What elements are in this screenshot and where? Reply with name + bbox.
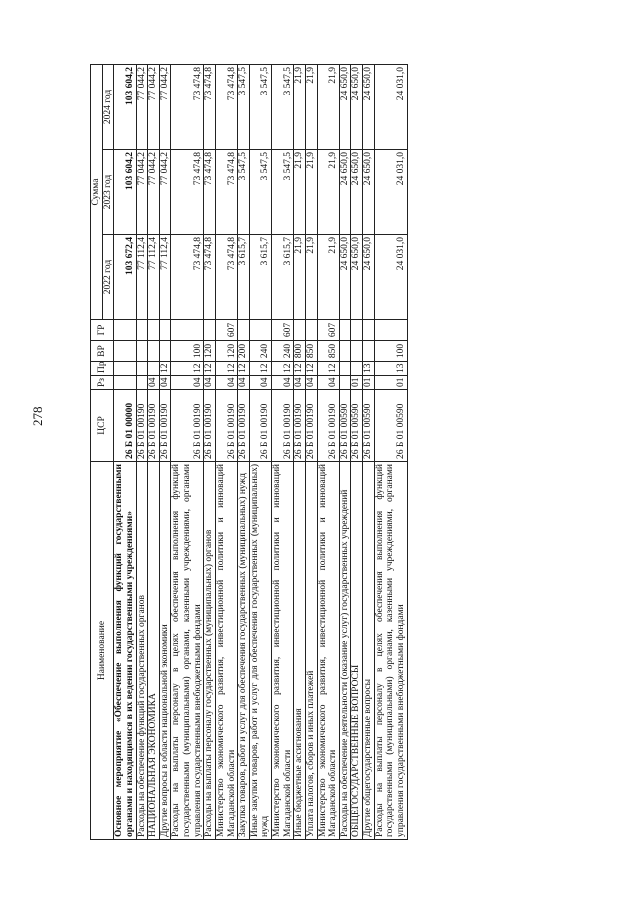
header-rz: Рз — [91, 376, 114, 390]
row-vr — [363, 341, 375, 362]
table-row — [114, 64, 136, 839]
row-value-2024: 77 044,2 — [159, 64, 171, 149]
header-2022: 2022 год — [102, 235, 114, 320]
row-value-2024: 73 474,8 — [204, 64, 216, 149]
row-gr — [305, 320, 317, 341]
row-name: НАЦИОНАЛЬНАЯ ЭКОНОМИКА — [148, 462, 160, 840]
row-value-2022: 77 112,4 — [148, 235, 160, 320]
header-sum: Сумма — [91, 64, 103, 319]
table-row — [215, 64, 237, 839]
row-value-2022: 77 112,4 — [136, 235, 148, 320]
row-csr: 26 Б 01 00190 — [249, 390, 271, 462]
row-rz: 04 — [159, 376, 171, 390]
row-value-2023: 3 547,5 — [272, 150, 294, 235]
row-csr: 26 Б 01 00590 — [374, 390, 407, 462]
row-gr — [339, 320, 351, 341]
row-pr: 12 — [305, 362, 317, 376]
row-rz: 04 — [215, 376, 237, 390]
row-vr: 850 — [305, 341, 317, 362]
row-name: Расходы на выплаты персоналу государственных (муниципальных) органов — [204, 462, 216, 840]
row-gr — [294, 320, 306, 341]
table-header — [91, 64, 114, 839]
row-pr: 12 — [249, 362, 271, 376]
row-csr: 26 Б 01 00190 — [159, 390, 171, 462]
row-name: Другие общегосударственные вопросы — [363, 462, 375, 840]
row-rz: 01 — [363, 376, 375, 390]
row-vr — [114, 341, 136, 362]
row-value-2022: 3 615,7 — [249, 235, 271, 320]
row-rz: 01 — [351, 376, 363, 390]
row-csr: 26 Б 01 00190 — [305, 390, 317, 462]
row-gr — [148, 320, 160, 341]
row-vr — [136, 341, 148, 362]
table-row — [171, 64, 204, 839]
row-rz: 04 — [249, 376, 271, 390]
row-value-2024: 3 547,5 — [272, 64, 294, 149]
row-name: Закупка товаров, работ и услуг для обеспечения государственных (муниципальных) нужд — [238, 462, 250, 840]
row-vr — [148, 341, 160, 362]
table-row — [204, 64, 216, 839]
row-value-2022: 24 650,0 — [351, 235, 363, 320]
row-csr: 26 Б 01 00190 — [215, 390, 237, 462]
row-vr: 200 — [238, 341, 250, 362]
table-row — [136, 64, 148, 839]
row-name: Министерство экономического развития, инвестиционной политики и инноваций Магаданской области — [215, 462, 237, 840]
row-value-2024: 103 604,2 — [114, 64, 136, 149]
page-number: 278 — [30, 406, 45, 426]
row-value-2024: 77 044,2 — [136, 64, 148, 149]
row-pr: 12 — [215, 362, 237, 376]
row-pr — [114, 362, 136, 376]
row-value-2022: 21,9 — [305, 235, 317, 320]
row-value-2024: 24 650,0 — [351, 64, 363, 149]
row-gr — [351, 320, 363, 341]
row-name: Уплата налогов, сборов и иных платежей — [305, 462, 317, 840]
row-value-2023: 73 474,8 — [171, 150, 204, 235]
row-vr: 120 — [215, 341, 237, 362]
row-vr: 240 — [249, 341, 271, 362]
row-csr: 26 Б 01 00190 — [294, 390, 306, 462]
row-gr — [114, 320, 136, 341]
row-rz: 04 — [294, 376, 306, 390]
row-value-2023: 103 604,2 — [114, 150, 136, 235]
row-value-2023: 3 547,5 — [249, 150, 271, 235]
row-rz: 04 — [148, 376, 160, 390]
row-value-2022: 3 615,7 — [272, 235, 294, 320]
row-name: Расходы на выплаты персоналу в целях обеспечения выполнения функций государственными (муниципальными) органами, казенными учреждениями, органами управления государственными внебюджетными фондами — [374, 462, 407, 840]
row-rz: 04 — [238, 376, 250, 390]
row-pr — [136, 362, 148, 376]
row-gr: 607 — [317, 320, 339, 341]
row-vr: 100 — [171, 341, 204, 362]
table-row — [148, 64, 160, 839]
row-value-2022: 24 031,0 — [374, 235, 407, 320]
row-rz: 01 — [374, 376, 407, 390]
rotated-page-content — [90, 65, 590, 840]
header-csr: ЦСР — [91, 390, 114, 462]
row-name: Расходы на обеспечение деятельности (оказание услуг) государственных учреждений — [339, 462, 351, 840]
row-gr — [171, 320, 204, 341]
row-csr: 26 Б 01 00000 — [114, 390, 136, 462]
row-rz — [136, 376, 148, 390]
table-row — [305, 64, 317, 839]
row-gr: 607 — [215, 320, 237, 341]
row-name: Иные закупки товаров, работ и услуг для обеспечения государственных (муниципальных) нужд — [249, 462, 271, 840]
row-gr — [238, 320, 250, 341]
row-csr: 26 Б 01 00190 — [238, 390, 250, 462]
row-value-2023: 73 474,8 — [215, 150, 237, 235]
row-pr: 12 — [159, 362, 171, 376]
row-value-2023: 21,9 — [305, 150, 317, 235]
row-csr: 26 Б 01 00590 — [363, 390, 375, 462]
row-value-2023: 21,9 — [294, 150, 306, 235]
row-gr — [374, 320, 407, 341]
row-gr — [249, 320, 271, 341]
row-gr: 607 — [272, 320, 294, 341]
row-value-2024: 73 474,8 — [171, 64, 204, 149]
row-vr: 800 — [294, 341, 306, 362]
table-row — [159, 64, 171, 839]
row-pr: 12 — [294, 362, 306, 376]
row-value-2022: 3 615,7 — [238, 235, 250, 320]
row-csr: 26 Б 01 00190 — [204, 390, 216, 462]
row-value-2022: 73 474,8 — [204, 235, 216, 320]
row-csr: 26 Б 01 00190 — [171, 390, 204, 462]
table-body — [114, 64, 407, 839]
row-value-2024: 73 474,8 — [215, 64, 237, 149]
row-name: Основное мероприятие «Обеспечение выполнения функций государственными органами и находящимися в их ведении государственными учреждениями» — [114, 462, 136, 840]
row-vr: 100 — [374, 341, 407, 362]
row-value-2024: 21,9 — [317, 64, 339, 149]
budget-table — [90, 64, 408, 840]
row-vr — [159, 341, 171, 362]
row-value-2023: 77 044,2 — [159, 150, 171, 235]
header-2024: 2024 год — [102, 64, 114, 149]
row-rz: 04 — [317, 376, 339, 390]
row-pr — [351, 362, 363, 376]
row-pr: 12 — [272, 362, 294, 376]
row-rz: 04 — [305, 376, 317, 390]
table-row — [249, 64, 271, 839]
row-csr: 26 Б 01 00190 — [272, 390, 294, 462]
row-rz — [114, 376, 136, 390]
header-name: Наименование — [91, 462, 114, 840]
table-row — [317, 64, 339, 839]
header-2023: 2023 год — [102, 150, 114, 235]
row-value-2024: 3 547,5 — [238, 64, 250, 149]
table-row — [351, 64, 363, 839]
row-pr — [339, 362, 351, 376]
row-name: Другие вопросы в области национальной экономики — [159, 462, 171, 840]
header-pr: Пр — [91, 362, 114, 376]
header-vr: ВР — [91, 341, 114, 362]
row-pr: 13 — [374, 362, 407, 376]
row-vr — [339, 341, 351, 362]
row-vr: 120 — [204, 341, 216, 362]
row-pr: 12 — [171, 362, 204, 376]
row-vr: 850 — [317, 341, 339, 362]
row-value-2023: 77 044,2 — [148, 150, 160, 235]
row-name: Министерство экономического развития, инвестиционной политики и инноваций Магаданской области — [317, 462, 339, 840]
row-csr: 26 Б 01 00190 — [148, 390, 160, 462]
row-pr: 12 — [204, 362, 216, 376]
row-value-2023: 3 547,5 — [238, 150, 250, 235]
row-csr: 26 Б 01 00590 — [351, 390, 363, 462]
row-value-2024: 24 650,0 — [339, 64, 351, 149]
table-row — [238, 64, 250, 839]
row-vr — [351, 341, 363, 362]
table-row — [363, 64, 375, 839]
row-value-2023: 73 474,8 — [204, 150, 216, 235]
row-rz: 04 — [272, 376, 294, 390]
row-value-2022: 24 650,0 — [339, 235, 351, 320]
row-gr — [159, 320, 171, 341]
row-value-2023: 24 650,0 — [363, 150, 375, 235]
row-gr — [136, 320, 148, 341]
row-value-2022: 21,9 — [317, 235, 339, 320]
table-row — [339, 64, 351, 839]
row-pr — [148, 362, 160, 376]
header-gr: ГР — [91, 320, 114, 341]
row-csr: 26 Б 01 00190 — [317, 390, 339, 462]
row-rz: 04 — [171, 376, 204, 390]
row-name: Министерство экономического развития, инвестиционной политики и инноваций Магаданской области — [272, 462, 294, 840]
row-pr: 12 — [238, 362, 250, 376]
row-name: Иные бюджетные ассигнования — [294, 462, 306, 840]
row-value-2022: 77 112,4 — [159, 235, 171, 320]
row-value-2024: 77 044,2 — [148, 64, 160, 149]
row-value-2022: 21,9 — [294, 235, 306, 320]
row-pr: 13 — [363, 362, 375, 376]
row-rz: 04 — [204, 376, 216, 390]
row-name: Расходы на выплаты персоналу в целях обеспечения выполнения функций государственными (муниципальными) органами, казенными учреждениями, органами управления государственными внебюджетными фондами — [171, 462, 204, 840]
row-value-2024: 24 031,0 — [374, 64, 407, 149]
row-value-2023: 77 044,2 — [136, 150, 148, 235]
row-value-2023: 24 650,0 — [339, 150, 351, 235]
row-value-2023: 24 031,0 — [374, 150, 407, 235]
row-value-2024: 21,9 — [305, 64, 317, 149]
row-csr: 26 Б 01 00590 — [339, 390, 351, 462]
row-name: ОБЩЕГОСУДАРСТВЕННЫЕ ВОПРОСЫ — [351, 462, 363, 840]
row-value-2022: 24 650,0 — [363, 235, 375, 320]
row-value-2023: 21,9 — [317, 150, 339, 235]
table-row — [374, 64, 407, 839]
table-row — [294, 64, 306, 839]
row-csr: 26 Б 01 00190 — [136, 390, 148, 462]
row-gr — [204, 320, 216, 341]
row-value-2024: 3 547,5 — [249, 64, 271, 149]
row-value-2022: 73 474,8 — [171, 235, 204, 320]
row-name: Расходы на обеспечение функций государственных органов — [136, 462, 148, 840]
row-value-2022: 103 672,4 — [114, 235, 136, 320]
table-row — [272, 64, 294, 839]
row-gr — [363, 320, 375, 341]
row-pr: 12 — [317, 362, 339, 376]
row-value-2022: 73 474,8 — [215, 235, 237, 320]
row-vr: 240 — [272, 341, 294, 362]
row-value-2024: 21,9 — [294, 64, 306, 149]
row-value-2024: 24 650,0 — [363, 64, 375, 149]
row-rz — [339, 376, 351, 390]
row-value-2023: 24 650,0 — [351, 150, 363, 235]
